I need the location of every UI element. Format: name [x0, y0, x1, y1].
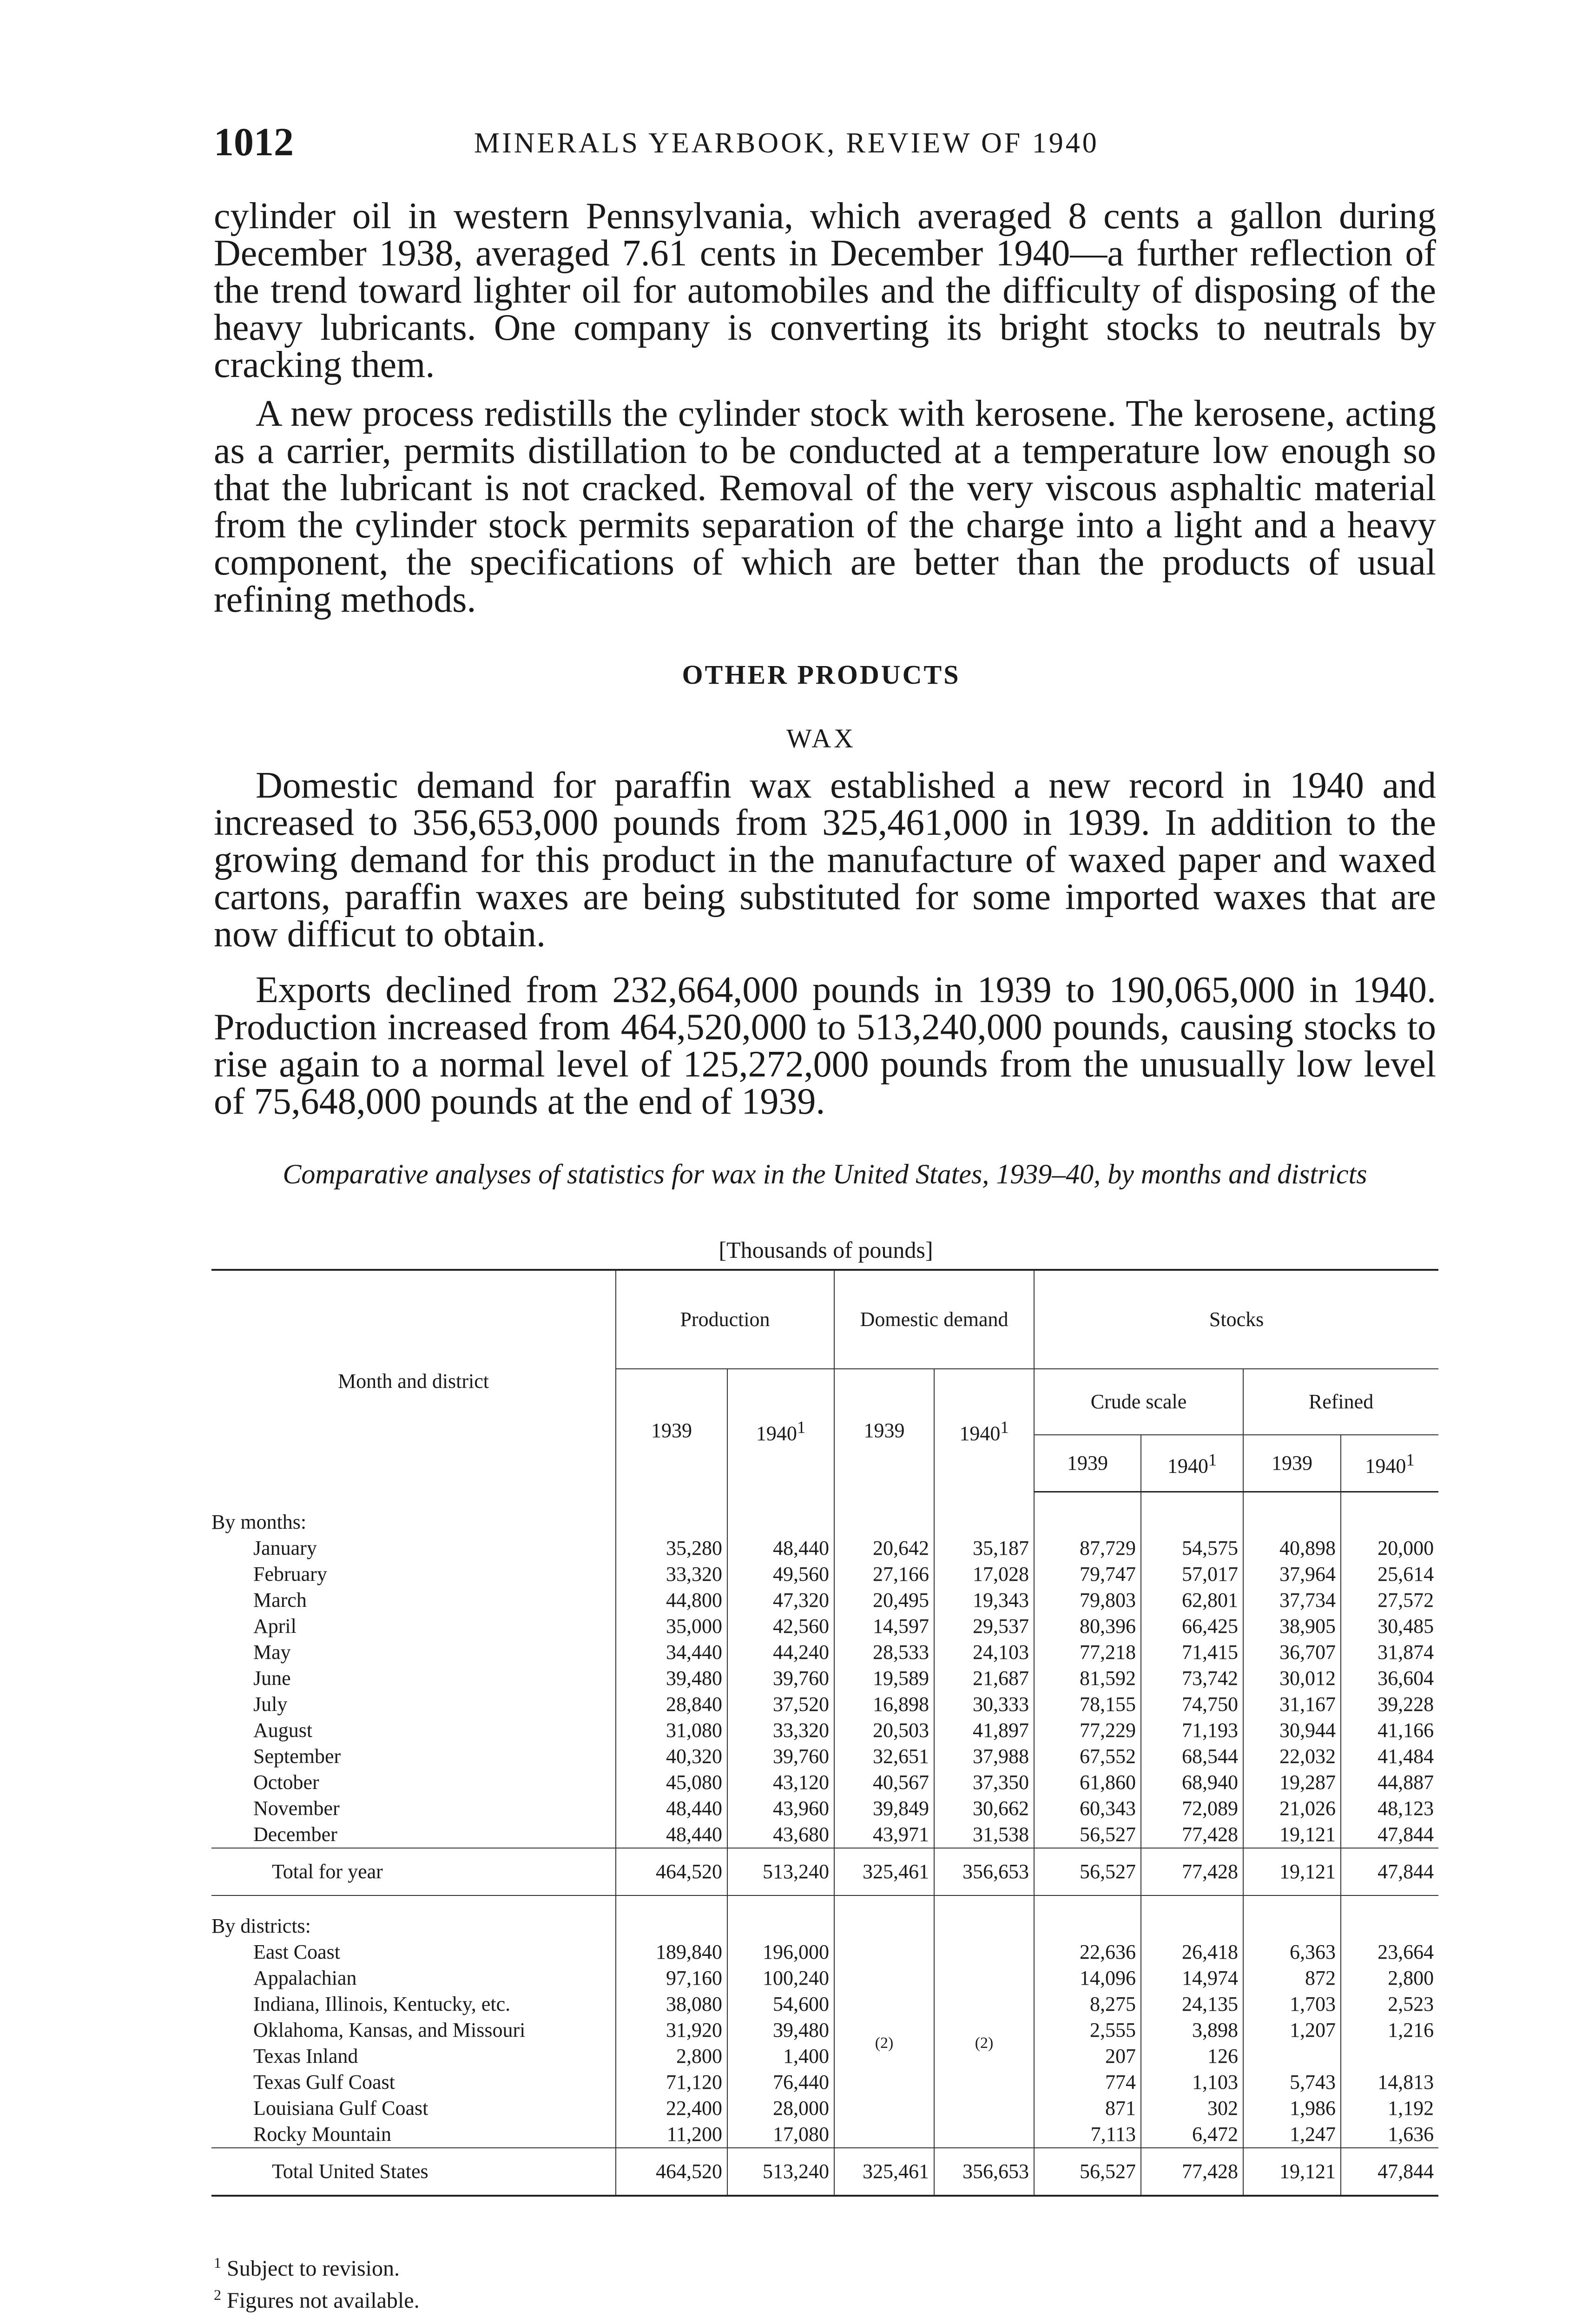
cell-ref40: 36,604 [1341, 1665, 1438, 1691]
not-available-note: (2) [834, 1939, 934, 2148]
cell-ref39: 1,207 [1243, 2017, 1341, 2043]
cell-dem40: 17,028 [934, 1561, 1034, 1587]
cell-ref40: 2,800 [1341, 1965, 1438, 1991]
row-label: November [253, 1796, 340, 1820]
paragraph-new-process: A new process redistills the cylinder stock with kerosene. The kerosene, acting as a carrier, permits distillation to be conducted at a temperature low enough so that the lubricant is not cracked. Removal of the very viscous asphaltic material from the cylinder stock permits separation of the charge into a light and a heavy component, the specifications of which are better than the products of usual refining methods. [214, 393, 1436, 620]
cell-crude40: 62,801 [1141, 1587, 1243, 1613]
empty-cell [1034, 1895, 1141, 1939]
table-row [211, 2017, 1438, 2043]
cell-crude39: 22,636 [1034, 1939, 1141, 1965]
cell-crude40: 26,418 [1141, 1939, 1243, 1965]
cell-dem39: 20,642 [834, 1535, 934, 1561]
cell-dem39: 39,849 [834, 1796, 934, 1822]
cell-dem39: 19,589 [834, 1665, 934, 1691]
row-label: East Coast [253, 1940, 340, 1963]
cell-crude39: 77,229 [1034, 1717, 1141, 1743]
row-label: May [253, 1640, 291, 1664]
cell-ref40: 14,813 [1341, 2069, 1438, 2095]
table-row [211, 2043, 1438, 2069]
cell-dem40: 356,653 [934, 2148, 1034, 2196]
empty-cell [934, 1895, 1034, 1939]
cell-prod40: 37,520 [727, 1691, 834, 1717]
cell-dem40: 35,187 [934, 1535, 1034, 1561]
header-refined-1939: 1939 [1243, 1435, 1341, 1492]
cell-prod39: 97,160 [616, 1965, 727, 1991]
cell-crude39: 78,155 [1034, 1691, 1141, 1717]
table-row [211, 1743, 1438, 1769]
total-united-states-row [211, 2148, 1438, 2196]
cell-ref39: 40,898 [1243, 1535, 1341, 1561]
header-refined: Refined [1243, 1369, 1438, 1435]
cell-ref39: 37,734 [1243, 1587, 1341, 1613]
cell-prod40: 33,320 [727, 1717, 834, 1743]
cell-ref39: 22,032 [1243, 1743, 1341, 1769]
cell-crude39: 79,803 [1034, 1587, 1141, 1613]
cell-prod40: 54,600 [727, 1991, 834, 2017]
cell-ref39: 5,743 [1243, 2069, 1341, 2095]
cell-crude40: 71,193 [1141, 1717, 1243, 1743]
cell-crude40: 66,425 [1141, 1613, 1243, 1639]
cell-prod39: 33,320 [616, 1561, 727, 1587]
row-label: Indiana, Illinois, Kentucky, etc. [253, 1992, 511, 2015]
cell-dem40: 30,333 [934, 1691, 1034, 1717]
cell-crude39: 207 [1034, 2043, 1141, 2069]
paragraph-exports: Exports declined from 232,664,000 pounds in 1939 to 190,065,000 in 1940. Production increased from 464,520,000 to 513,240,000 pounds, causing stocks to rise again to a normal level of 125,272,000 pounds from the unusually low level of 75,648,000 pounds at the end of 1939. [214, 970, 1436, 1122]
cell-crude40: 3,898 [1141, 2017, 1243, 2043]
cell-prod39: 38,080 [616, 1991, 727, 2017]
empty-cell [1243, 1895, 1341, 1939]
header-production-1939: 1939 [616, 1369, 727, 1492]
cell-ref40: 1,216 [1341, 2017, 1438, 2043]
cell-crude39: 77,218 [1034, 1639, 1141, 1665]
row-label: August [253, 1718, 313, 1742]
empty-cell [1141, 1895, 1243, 1939]
cell-ref40: 30,485 [1341, 1613, 1438, 1639]
cell-prod39: 31,920 [616, 2017, 727, 2043]
paragraph-domestic-demand: Domestic demand for paraffin wax established a new record in 1940 and increased to 356,653,000 pounds from 325,461,000 in 1939. In addition to the growing demand for this product in the manufacture of waxed paper and waxed cartons, paraffin waxes are being substituted for some imported waxes that are now difficut to obtain. [214, 765, 1436, 955]
cell-crude40: 74,750 [1141, 1691, 1243, 1717]
section-label: By districts: [211, 1914, 311, 1937]
table-row [211, 1769, 1438, 1796]
cell-prod39: 40,320 [616, 1743, 727, 1769]
cell-dem39: 20,495 [834, 1587, 934, 1613]
cell-ref40: 23,664 [1341, 1939, 1438, 1965]
empty-cell [616, 1492, 727, 1535]
cell-prod39: 48,440 [616, 1796, 727, 1822]
empty-cell [1034, 1492, 1141, 1535]
cell-prod40: 17,080 [727, 2121, 834, 2148]
row-label: July [253, 1692, 288, 1716]
section-row-months [211, 1492, 1438, 1535]
cell-ref39: 872 [1243, 1965, 1341, 1991]
cell-ref40: 1,192 [1341, 2095, 1438, 2121]
header-demand-1940: 1940$^1$ [934, 1369, 1034, 1492]
cell-ref40: 39,228 [1341, 1691, 1438, 1717]
empty-cell [834, 1895, 934, 1939]
cell-ref39: 30,944 [1243, 1717, 1341, 1743]
wax-statistics-table [211, 1269, 1438, 2197]
cell-prod40: 39,480 [727, 2017, 834, 2043]
cell-prod39: 464,520 [616, 1848, 727, 1895]
cell-dem39: 325,461 [834, 2148, 934, 2196]
row-label: February [253, 1562, 327, 1585]
header-domestic-demand: Domestic demand [834, 1270, 1034, 1369]
cell-prod40: 28,000 [727, 2095, 834, 2121]
cell-ref40: 44,887 [1341, 1769, 1438, 1796]
table-body [211, 1492, 1438, 2196]
cell-crude39: 56,527 [1034, 1848, 1141, 1895]
cell-prod40: 513,240 [727, 2148, 834, 2196]
cell-prod39: 34,440 [616, 1639, 727, 1665]
header-month-district: Month and district [211, 1270, 616, 1492]
header-demand-1939: 1939 [834, 1369, 934, 1492]
cell-prod39: 11,200 [616, 2121, 727, 2148]
cell-crude40: 72,089 [1141, 1796, 1243, 1822]
cell-crude40: 68,940 [1141, 1769, 1243, 1796]
footnote-2: $^2$ Figures not available. [214, 2286, 420, 2313]
section-label: By months: [211, 1510, 307, 1533]
header-production: Production [616, 1270, 834, 1369]
cell-dem40: 21,687 [934, 1665, 1034, 1691]
empty-cell [1341, 1492, 1438, 1535]
cell-ref40: 27,572 [1341, 1587, 1438, 1613]
cell-ref39: 21,026 [1243, 1796, 1341, 1822]
table-row [211, 1561, 1438, 1587]
total-year-row [211, 1848, 1438, 1895]
cell-prod39: 48,440 [616, 1822, 727, 1848]
cell-crude40: 77,428 [1141, 2148, 1243, 2196]
cell-prod40: 43,120 [727, 1769, 834, 1796]
cell-crude40: 14,974 [1141, 1965, 1243, 1991]
row-label: March [253, 1588, 307, 1611]
cell-crude39: 871 [1034, 2095, 1141, 2121]
cell-crude39: 61,860 [1034, 1769, 1141, 1796]
cell-prod40: 39,760 [727, 1743, 834, 1769]
cell-ref40: 41,484 [1341, 1743, 1438, 1769]
cell-ref40: 48,123 [1341, 1796, 1438, 1822]
cell-crude39: 7,113 [1034, 2121, 1141, 2148]
cell-crude39: 8,275 [1034, 1991, 1141, 2017]
cell-crude40: 1,103 [1141, 2069, 1243, 2095]
section-row-districts [211, 1895, 1438, 1939]
paragraph-cylinder-oil: cylinder oil in western Pennsylvania, which averaged 8 cents a gallon during December 1938, averaged 7.61 cents in December 1940—a further reflection of the trend toward lighter oil for automobiles and the difficulty of disposing of the heavy lubricants. One company is converting its bright stocks to neutrals by cracking them. [214, 196, 1436, 385]
table-unit-note: [Thousands of pounds] [718, 1237, 933, 1263]
footnote-1: $^1$ Subject to revision. [214, 2254, 400, 2281]
cell-dem39: 28,533 [834, 1639, 934, 1665]
cell-crude39: 67,552 [1034, 1743, 1141, 1769]
cell-prod40: 100,240 [727, 1965, 834, 1991]
row-label: January [253, 1536, 317, 1559]
cell-crude39: 56,527 [1034, 1822, 1141, 1848]
cell-crude40: 77,428 [1141, 1822, 1243, 1848]
cell-crude39: 14,096 [1034, 1965, 1141, 1991]
row-label: October [253, 1770, 319, 1794]
footnotes [214, 2250, 420, 2314]
cell-prod39: 71,120 [616, 2069, 727, 2095]
cell-crude40: 73,742 [1141, 1665, 1243, 1691]
cell-ref39: 19,287 [1243, 1769, 1341, 1796]
cell-ref39: 31,167 [1243, 1691, 1341, 1717]
cell-prod39: 2,800 [616, 2043, 727, 2069]
cell-ref40: 47,844 [1341, 1848, 1438, 1895]
table-row [211, 1691, 1438, 1717]
cell-crude40: 71,415 [1141, 1639, 1243, 1665]
cell-prod39: 44,800 [616, 1587, 727, 1613]
row-label: September [253, 1744, 341, 1768]
cell-dem39: 325,461 [834, 1848, 934, 1895]
cell-ref40: 31,874 [1341, 1639, 1438, 1665]
table-row [211, 2069, 1438, 2095]
cell-ref39: 19,121 [1243, 1822, 1341, 1848]
cell-dem39: 40,567 [834, 1769, 934, 1796]
cell-prod39: 31,080 [616, 1717, 727, 1743]
cell-ref39: 37,964 [1243, 1561, 1341, 1587]
cell-ref39: 6,363 [1243, 1939, 1341, 1965]
cell-crude40: 6,472 [1141, 2121, 1243, 2148]
cell-dem40: 356,653 [934, 1848, 1034, 1895]
table-row [211, 1717, 1438, 1743]
cell-dem40: 37,350 [934, 1769, 1034, 1796]
cell-ref40: 20,000 [1341, 1535, 1438, 1561]
cell-crude39: 81,592 [1034, 1665, 1141, 1691]
cell-crude40: 57,017 [1141, 1561, 1243, 1587]
cell-dem40: 19,343 [934, 1587, 1034, 1613]
table-row [211, 1613, 1438, 1639]
cell-dem40: 37,988 [934, 1743, 1034, 1769]
cell-crude39: 774 [1034, 2069, 1141, 2095]
cell-crude40: 24,135 [1141, 1991, 1243, 2017]
header-crude-scale: Crude scale [1034, 1369, 1243, 1435]
table-row [211, 1665, 1438, 1691]
table-row [211, 2121, 1438, 2148]
cell-dem40: 29,537 [934, 1613, 1034, 1639]
cell-ref39: 1,703 [1243, 1991, 1341, 2017]
cell-prod40: 513,240 [727, 1848, 834, 1895]
row-label: Louisiana Gulf Coast [253, 2096, 428, 2119]
header-refined-1940: 1940$^1$ [1341, 1435, 1438, 1492]
cell-prod39: 35,280 [616, 1535, 727, 1561]
table-row [211, 1939, 1438, 1965]
cell-ref39: 38,905 [1243, 1613, 1341, 1639]
cell-prod39: 45,080 [616, 1769, 727, 1796]
cell-ref39: 1,247 [1243, 2121, 1341, 2148]
cell-prod40: 48,440 [727, 1535, 834, 1561]
cell-prod39: 189,840 [616, 1939, 727, 1965]
empty-cell [834, 1492, 934, 1535]
table-row [211, 1965, 1438, 1991]
cell-crude39: 87,729 [1034, 1535, 1141, 1561]
row-label: December [253, 1822, 337, 1846]
cell-crude39: 56,527 [1034, 2148, 1141, 2196]
cell-ref39: 19,121 [1243, 1848, 1341, 1895]
cell-crude40: 302 [1141, 2095, 1243, 2121]
row-label: Rocky Mountain [253, 2122, 391, 2146]
cell-prod39: 35,000 [616, 1613, 727, 1639]
empty-cell [934, 1492, 1034, 1535]
cell-dem40: 41,897 [934, 1717, 1034, 1743]
table-row [211, 1639, 1438, 1665]
cell-ref40: 1,636 [1341, 2121, 1438, 2148]
empty-cell [616, 1895, 727, 1939]
table-row [211, 1822, 1438, 1848]
cell-prod40: 76,440 [727, 2069, 834, 2095]
cell-prod40: 43,680 [727, 1822, 834, 1848]
cell-dem39: 27,166 [834, 1561, 934, 1587]
page-number: 1012 [214, 119, 294, 164]
empty-cell [727, 1492, 834, 1535]
header-crude-1939: 1939 [1034, 1435, 1141, 1492]
cell-crude39: 79,747 [1034, 1561, 1141, 1587]
empty-cell [727, 1895, 834, 1939]
cell-crude39: 80,396 [1034, 1613, 1141, 1639]
header-production-1940: 1940$^1$ [727, 1369, 834, 1492]
table-row [211, 1991, 1438, 2017]
cell-prod40: 1,400 [727, 2043, 834, 2069]
cell-dem39: 43,971 [834, 1822, 934, 1848]
row-label: Total United States [211, 2148, 616, 2196]
cell-crude39: 2,555 [1034, 2017, 1141, 2043]
cell-prod40: 196,000 [727, 1939, 834, 1965]
section-heading-other-products: OTHER PRODUCTS [682, 660, 961, 690]
cell-dem40: 30,662 [934, 1796, 1034, 1822]
cell-dem39: 20,503 [834, 1717, 934, 1743]
cell-prod39: 22,400 [616, 2095, 727, 2121]
header-stocks: Stocks [1034, 1270, 1438, 1369]
cell-ref40 [1341, 2043, 1438, 2069]
section-heading-wax: WAX [786, 723, 857, 753]
table-row [211, 2095, 1438, 2121]
cell-dem39: 14,597 [834, 1613, 934, 1639]
cell-ref39: 30,012 [1243, 1665, 1341, 1691]
not-available-note: (2) [934, 1939, 1034, 2148]
cell-ref40: 41,166 [1341, 1717, 1438, 1743]
cell-dem39: 32,651 [834, 1743, 934, 1769]
running-title: MINERALS YEARBOOK, REVIEW OF 1940 [474, 127, 1099, 159]
table-row [211, 1587, 1438, 1613]
row-label: Texas Gulf Coast [253, 2070, 395, 2093]
empty-cell [1341, 1895, 1438, 1939]
row-label: Oklahoma, Kansas, and Missouri [253, 2018, 526, 2041]
table-caption: Comparative analyses of statistics for wax in the United States, 1939–40, by months and districts [283, 1159, 1367, 1189]
cell-prod39: 464,520 [616, 2148, 727, 2196]
cell-prod39: 39,480 [616, 1665, 727, 1691]
cell-ref39: 36,707 [1243, 1639, 1341, 1665]
cell-crude40: 126 [1141, 2043, 1243, 2069]
table-row [211, 1796, 1438, 1822]
empty-cell [1141, 1492, 1243, 1535]
cell-crude40: 54,575 [1141, 1535, 1243, 1561]
cell-prod40: 47,320 [727, 1587, 834, 1613]
row-label: April [253, 1614, 297, 1637]
cell-crude39: 60,343 [1034, 1796, 1141, 1822]
table-row [211, 1535, 1438, 1561]
running-head [214, 119, 1436, 170]
cell-ref39 [1243, 2043, 1341, 2069]
row-label: Texas Inland [253, 2044, 358, 2067]
cell-crude40: 68,544 [1141, 1743, 1243, 1769]
cell-prod40: 42,560 [727, 1613, 834, 1639]
cell-prod40: 44,240 [727, 1639, 834, 1665]
cell-crude40: 77,428 [1141, 1848, 1243, 1895]
cell-prod39: 28,840 [616, 1691, 727, 1717]
cell-ref39: 1,986 [1243, 2095, 1341, 2121]
cell-prod40: 49,560 [727, 1561, 834, 1587]
cell-dem40: 24,103 [934, 1639, 1034, 1665]
row-label: June [253, 1666, 291, 1690]
cell-ref40: 2,523 [1341, 1991, 1438, 2017]
cell-prod40: 39,760 [727, 1665, 834, 1691]
empty-cell [1243, 1492, 1341, 1535]
cell-ref40: 47,844 [1341, 2148, 1438, 2196]
cell-ref40: 47,844 [1341, 1822, 1438, 1848]
row-label: Appalachian [253, 1966, 357, 1989]
cell-dem39: 16,898 [834, 1691, 934, 1717]
cell-prod40: 43,960 [727, 1796, 834, 1822]
cell-dem40: 31,538 [934, 1822, 1034, 1848]
cell-ref39: 19,121 [1243, 2148, 1341, 2196]
cell-ref40: 25,614 [1341, 1561, 1438, 1587]
header-crude-1940: 1940$^1$ [1141, 1435, 1243, 1492]
row-label: Total for year [211, 1848, 616, 1895]
